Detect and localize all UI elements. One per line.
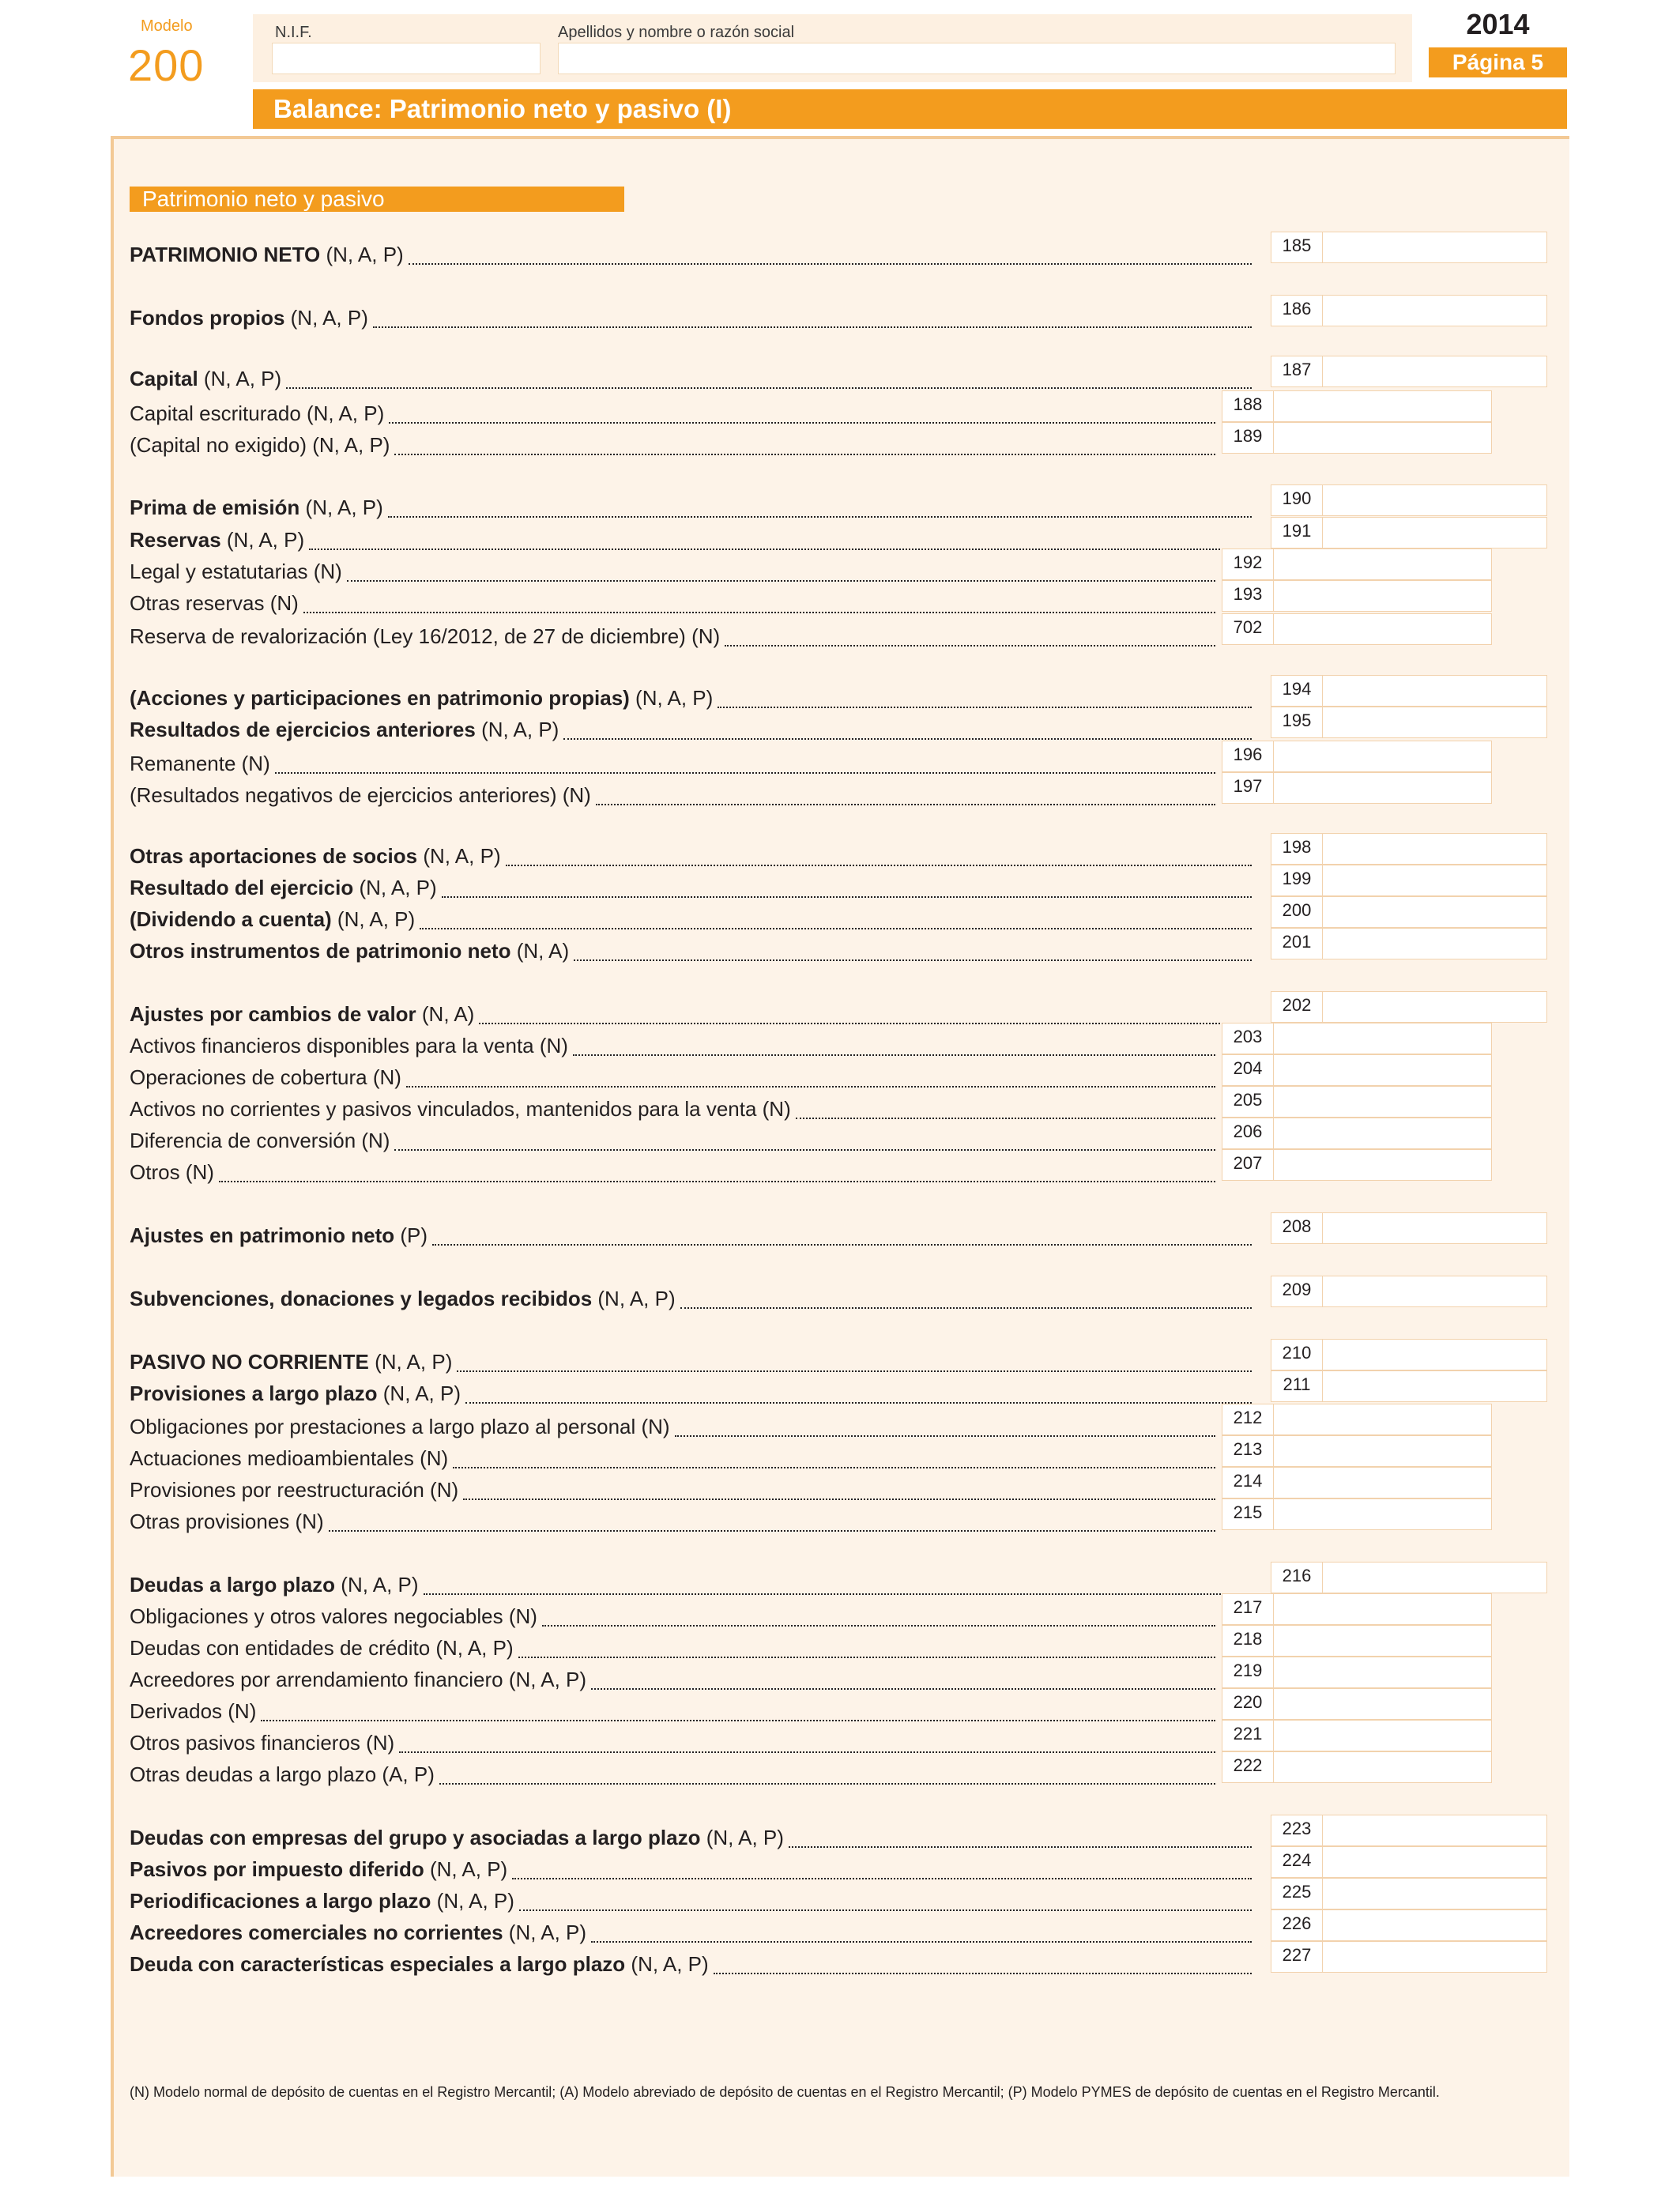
box-code: 192: [1222, 549, 1274, 579]
box-code: 220: [1222, 1689, 1274, 1719]
amount-cell-202[interactable]: [1271, 991, 1547, 1023]
row-label-bold: Deuda con características especiales a largo plazo: [130, 1952, 626, 1976]
dot-leader: [714, 1971, 1252, 1974]
dot-leader: [680, 1306, 1252, 1309]
row-label-bold: Prima de emisión: [130, 496, 300, 519]
row-label-194: [130, 686, 713, 711]
row-label-bold: Otros instrumentos de patrimonio neto: [130, 939, 511, 963]
amount-cell-224[interactable]: [1271, 1846, 1547, 1878]
row-label-220: [130, 1699, 256, 1724]
dot-leader: [424, 1592, 1252, 1595]
dot-leader: [373, 325, 1252, 328]
row-label-217: [130, 1604, 537, 1629]
row-label-text: Otras reservas (N): [130, 591, 299, 615]
box-code: 702: [1222, 614, 1274, 644]
amount-cell-219[interactable]: [1222, 1657, 1492, 1688]
dot-leader: [718, 705, 1252, 708]
amount-cell-214[interactable]: [1222, 1467, 1492, 1498]
row-label-bold: Reservas: [130, 528, 221, 552]
amount-cell-198[interactable]: [1271, 833, 1547, 865]
row-label-text: (N, A, P): [220, 528, 305, 552]
dot-leader: [506, 863, 1252, 866]
amount-cell-185[interactable]: [1271, 232, 1547, 263]
box-code: 193: [1222, 581, 1274, 611]
row-label-text: Provisiones por reestructuración (N): [130, 1478, 459, 1502]
row-label-bold: Pasivos por impuesto diferido: [130, 1857, 424, 1881]
amount-cell-226[interactable]: [1271, 1909, 1547, 1941]
amount-cell-196[interactable]: [1222, 741, 1492, 772]
row-label-text: (N, A, P): [377, 1382, 461, 1405]
row-label-text: Otros (N): [130, 1160, 214, 1184]
row-label-224: [130, 1857, 507, 1882]
dot-leader: [465, 1400, 1252, 1404]
amount-cell-209[interactable]: [1271, 1276, 1547, 1307]
dot-leader: [789, 1845, 1252, 1848]
box-code: 204: [1222, 1055, 1274, 1085]
row-label-191: [130, 528, 304, 552]
amount-cell-190[interactable]: [1271, 484, 1547, 516]
row-label-text: (N, A): [510, 939, 570, 963]
row-label-bold: Capital: [130, 367, 198, 390]
row-label-text: (Capital no exigido) (N, A, P): [130, 433, 390, 457]
row-label-207: [130, 1160, 214, 1185]
dot-leader: [347, 579, 1215, 582]
dot-leader: [394, 1148, 1215, 1151]
row-label-text: Otros pasivos financieros (N): [130, 1731, 395, 1755]
row-label-text: (N, A, P): [284, 306, 368, 330]
modelo-label: Modelo: [141, 17, 193, 35]
dot-leader: [275, 771, 1215, 774]
row-label-204: [130, 1065, 401, 1090]
row-label-text: Obligaciones y otros valores negociables (N): [130, 1604, 537, 1628]
box-code: 219: [1222, 1657, 1274, 1687]
amount-cell-203[interactable]: [1222, 1023, 1492, 1054]
row-label-text: (N, A, P): [700, 1826, 784, 1849]
amount-cell-188[interactable]: [1222, 390, 1492, 422]
dot-leader: [439, 1781, 1215, 1785]
row-label-text: (N, A, P): [424, 1857, 508, 1881]
row-label-211: [130, 1382, 461, 1406]
row-label-text: (P): [394, 1223, 428, 1247]
box-code: 197: [1222, 773, 1274, 803]
row-label-text: (N, A, P): [629, 686, 714, 710]
row-label-186: [130, 306, 368, 330]
box-code: 221: [1222, 1721, 1274, 1751]
row-label-209: [130, 1287, 676, 1311]
row-label-213: [130, 1446, 448, 1471]
box-code: 188: [1222, 391, 1274, 421]
row-label-201: [130, 939, 569, 963]
row-label-187: [130, 367, 281, 391]
row-label-text: Derivados (N): [130, 1699, 257, 1723]
row-label-text: (N, A, P): [503, 1921, 587, 1944]
amount-cell-205[interactable]: [1222, 1086, 1492, 1118]
amount-cell-206[interactable]: [1222, 1118, 1492, 1149]
row-label-bold: Provisiones a largo plazo: [130, 1382, 378, 1405]
box-code: 209: [1271, 1276, 1323, 1306]
row-label-text: Diferencia de conversión (N): [130, 1129, 390, 1152]
row-label-text: Otras provisiones (N): [130, 1510, 324, 1533]
amount-cell-213[interactable]: [1222, 1435, 1492, 1467]
row-label-text: (N, A, P): [353, 876, 437, 899]
row-label-196: [130, 752, 270, 776]
row-label-222: [130, 1762, 435, 1787]
row-label-226: [130, 1921, 586, 1945]
section-tag: Patrimonio neto y pasivo: [130, 187, 624, 212]
row-label-bold: (Dividendo a cuenta): [130, 907, 332, 931]
row-label-text: (N, A): [416, 1002, 475, 1026]
amount-cell-187[interactable]: [1271, 356, 1547, 387]
amount-cell-210[interactable]: [1271, 1339, 1547, 1370]
amount-cell-189[interactable]: [1222, 422, 1492, 454]
box-code: 223: [1271, 1815, 1323, 1845]
row-label-text: Operaciones de cobertura (N): [130, 1065, 401, 1089]
amount-cell-211[interactable]: [1271, 1370, 1547, 1402]
dot-leader: [563, 737, 1252, 740]
amount-cell-193[interactable]: [1222, 580, 1492, 612]
amount-cell-191[interactable]: [1271, 517, 1547, 548]
amount-cell-222[interactable]: [1222, 1751, 1492, 1783]
dot-leader: [329, 1529, 1215, 1532]
row-label-text: (N, A, P): [431, 1889, 514, 1913]
row-label-188: [130, 401, 384, 426]
dot-leader: [389, 420, 1215, 424]
row-label-203: [130, 1034, 568, 1058]
row-label-190: [130, 496, 383, 520]
amount-cell-199[interactable]: [1271, 865, 1547, 896]
box-code: 200: [1271, 897, 1323, 927]
dot-leader: [542, 1623, 1215, 1627]
dot-leader: [303, 610, 1215, 613]
row-label-216: [130, 1573, 419, 1597]
row-label-218: [130, 1636, 514, 1661]
dot-leader: [409, 262, 1252, 265]
row-label-text: Activos financieros disponibles para la venta (N): [130, 1034, 568, 1057]
amount-cell-197[interactable]: [1222, 772, 1492, 804]
amount-cell-220[interactable]: [1222, 1688, 1492, 1720]
dot-leader: [796, 1116, 1215, 1119]
box-code: 189: [1222, 423, 1274, 453]
dot-leader: [574, 958, 1252, 961]
dot-leader: [286, 386, 1252, 389]
modelo-number: 200: [128, 40, 205, 90]
row-label-text: Acreedores por arrendamiento financiero (N, A, P): [130, 1668, 587, 1691]
amount-cell-207[interactable]: [1222, 1149, 1492, 1181]
box-code: 208: [1271, 1213, 1323, 1243]
dot-leader: [675, 1434, 1215, 1437]
row-label-bold: Ajustes en patrimonio neto: [130, 1223, 395, 1247]
dot-leader: [394, 452, 1215, 455]
row-label-text: (N, A, P): [198, 367, 282, 390]
row-label-192: [130, 560, 342, 584]
nif-label: N.I.F.: [275, 24, 312, 41]
row-label-text: (Resultados negativos de ejercicios anteriores) (N): [130, 783, 591, 807]
amount-cell-201[interactable]: [1271, 928, 1547, 959]
row-label-223: [130, 1826, 784, 1850]
box-code: 222: [1222, 1752, 1274, 1782]
box-code: 201: [1271, 929, 1323, 959]
nif-field[interactable]: [272, 43, 541, 74]
box-code: 210: [1271, 1340, 1323, 1370]
row-label-text: (N, A, P): [625, 1952, 709, 1976]
row-label-210: [130, 1350, 452, 1374]
row-label-text: Otras deudas a largo plazo (A, P): [130, 1762, 435, 1786]
amount-cell-212[interactable]: [1222, 1404, 1492, 1435]
row-label-text: Remanente (N): [130, 752, 270, 775]
row-label-bold: PATRIMONIO NETO: [130, 243, 321, 266]
box-code: 186: [1271, 296, 1323, 326]
dot-leader: [309, 547, 1252, 550]
amount-cell-216[interactable]: [1271, 1562, 1547, 1593]
amount-cell-217[interactable]: [1222, 1593, 1492, 1625]
box-code: 190: [1271, 485, 1323, 515]
dot-leader: [442, 895, 1252, 898]
amount-cell-200[interactable]: [1271, 896, 1547, 928]
box-code: 226: [1271, 1910, 1323, 1940]
amount-cell-702[interactable]: [1222, 613, 1492, 645]
box-code: 187: [1271, 356, 1323, 386]
row-label-text: Capital escriturado (N, A, P): [130, 401, 385, 425]
dot-leader: [457, 1369, 1252, 1372]
row-label-bold: Ajustes por cambios de valor: [130, 1002, 416, 1026]
page-title: Balance: Patrimonio neto y pasivo (I): [253, 89, 1567, 129]
dot-leader: [519, 1908, 1252, 1911]
box-code: 206: [1222, 1118, 1274, 1148]
box-code: 207: [1222, 1150, 1274, 1180]
row-label-bold: Deudas a largo plazo: [130, 1573, 336, 1596]
dot-leader: [261, 1718, 1215, 1721]
row-label-212: [130, 1415, 670, 1439]
row-label-208: [130, 1223, 428, 1248]
name-field[interactable]: [558, 43, 1396, 74]
row-label-195: [130, 718, 559, 742]
amount-cell-194[interactable]: [1271, 675, 1547, 707]
box-code: 195: [1271, 707, 1323, 737]
dot-leader: [591, 1687, 1215, 1690]
amount-cell-215[interactable]: [1222, 1498, 1492, 1530]
row-label-702: [130, 624, 720, 649]
dot-leader: [388, 515, 1252, 518]
row-label-bold: Deudas con empresas del grupo y asociadas a largo plazo: [130, 1826, 701, 1849]
box-code: 199: [1271, 865, 1323, 895]
dot-leader: [420, 926, 1252, 929]
footnote: (N) Modelo normal de depósito de cuentas en el Registro Mercantil; (A) Modelo abreviado de depósito de cuentas en el Registro Mercantil; (P) Modelo PYMES de depósito de cuentas en el Registro Mercantil.: [130, 2084, 1440, 2100]
box-code: 217: [1222, 1594, 1274, 1624]
dot-leader: [725, 643, 1215, 647]
row-label-bold: Resultado del ejercicio: [130, 876, 354, 899]
row-label-bold: Otras aportaciones de socios: [130, 844, 418, 868]
dot-leader: [479, 1021, 1252, 1024]
box-code: 211: [1271, 1371, 1323, 1401]
row-label-185: [130, 243, 404, 267]
row-label-bold: Fondos propios: [130, 306, 285, 330]
amount-cell-227[interactable]: [1271, 1941, 1547, 1973]
row-label-text: Deudas con entidades de crédito (N, A, P): [130, 1636, 514, 1660]
row-label-bold: Periodificaciones a largo plazo: [130, 1889, 431, 1913]
amount-cell-225[interactable]: [1271, 1878, 1547, 1909]
row-label-bold: PASIVO NO CORRIENTE: [130, 1350, 369, 1374]
amount-cell-221[interactable]: [1222, 1720, 1492, 1751]
box-code: 215: [1222, 1499, 1274, 1529]
row-label-198: [130, 844, 501, 869]
row-label-text: (N, A, P): [331, 907, 416, 931]
dot-leader: [399, 1750, 1215, 1753]
row-label-text: (N, A, P): [368, 1350, 453, 1374]
box-code: 213: [1222, 1436, 1274, 1466]
name-label: Apellidos y nombre o razón social: [558, 24, 795, 41]
row-label-200: [130, 907, 415, 932]
row-label-215: [130, 1510, 324, 1534]
row-label-text: Legal y estatutarias (N): [130, 560, 342, 583]
box-code: 225: [1271, 1879, 1323, 1909]
box-code: 212: [1222, 1404, 1274, 1434]
row-label-225: [130, 1889, 514, 1913]
amount-cell-195[interactable]: [1271, 707, 1547, 738]
year-label: 2014: [1466, 8, 1530, 40]
box-code: 227: [1271, 1942, 1323, 1972]
row-label-bold: Acreedores comerciales no corrientes: [130, 1921, 503, 1944]
row-label-text: (N, A, P): [592, 1287, 676, 1310]
dot-leader: [591, 1940, 1252, 1943]
box-code: 191: [1271, 518, 1323, 548]
dot-leader: [432, 1242, 1252, 1246]
row-label-189: [130, 433, 390, 458]
amount-cell-186[interactable]: [1271, 295, 1547, 326]
box-code: 203: [1222, 1023, 1274, 1054]
row-label-199: [130, 876, 437, 900]
amount-cell-192[interactable]: [1222, 548, 1492, 580]
row-label-193: [130, 591, 299, 616]
row-label-219: [130, 1668, 586, 1692]
row-label-text: Actuaciones medioambientales (N): [130, 1446, 449, 1470]
row-label-205: [130, 1097, 791, 1122]
page-badge: Página 5: [1429, 47, 1567, 77]
row-label-text: (N, A, P): [299, 496, 383, 519]
row-label-text: (N, A, P): [475, 718, 559, 741]
row-label-214: [130, 1478, 458, 1502]
row-label-text: Reserva de revalorización (Ley 16/2012, de 27 de diciembre) (N): [130, 624, 721, 648]
box-code: 205: [1222, 1087, 1274, 1117]
row-label-text: (N, A, P): [335, 1573, 419, 1596]
box-code: 185: [1271, 232, 1323, 262]
dot-leader: [512, 1876, 1252, 1879]
row-label-206: [130, 1129, 390, 1153]
row-label-202: [130, 1002, 474, 1027]
row-label-text: Obligaciones por prestaciones a largo plazo al personal (N): [130, 1415, 670, 1438]
dot-leader: [573, 1053, 1215, 1056]
amount-cell-218[interactable]: [1222, 1625, 1492, 1657]
dot-leader: [596, 802, 1215, 805]
box-code: 194: [1271, 676, 1323, 706]
box-code: 216: [1271, 1563, 1323, 1593]
row-label-bold: Subvenciones, donaciones y legados recibidos: [130, 1287, 593, 1310]
dot-leader: [518, 1655, 1215, 1658]
box-code: 224: [1271, 1847, 1323, 1877]
row-label-text: (N, A, P): [320, 243, 404, 266]
row-label-bold: Resultados de ejercicios anteriores: [130, 718, 476, 741]
box-code: 214: [1222, 1468, 1274, 1498]
dot-leader: [463, 1497, 1215, 1500]
row-label-text: (N, A, P): [417, 844, 501, 868]
dot-leader: [219, 1179, 1215, 1182]
amount-cell-204[interactable]: [1222, 1054, 1492, 1086]
row-label-bold: (Acciones y participaciones en patrimonio propias): [130, 686, 630, 710]
amount-cell-223[interactable]: [1271, 1815, 1547, 1846]
amount-cell-208[interactable]: [1271, 1212, 1547, 1244]
row-label-197: [130, 783, 591, 808]
dot-leader: [406, 1084, 1215, 1088]
box-code: 202: [1271, 992, 1323, 1022]
row-label-227: [130, 1952, 709, 1977]
row-label-221: [130, 1731, 394, 1755]
row-label-text: Activos no corrientes y pasivos vinculados, mantenidos para la venta (N): [130, 1097, 791, 1121]
box-code: 196: [1222, 741, 1274, 771]
box-code: 198: [1271, 834, 1323, 864]
box-code: 218: [1222, 1626, 1274, 1656]
dot-leader: [453, 1465, 1215, 1468]
